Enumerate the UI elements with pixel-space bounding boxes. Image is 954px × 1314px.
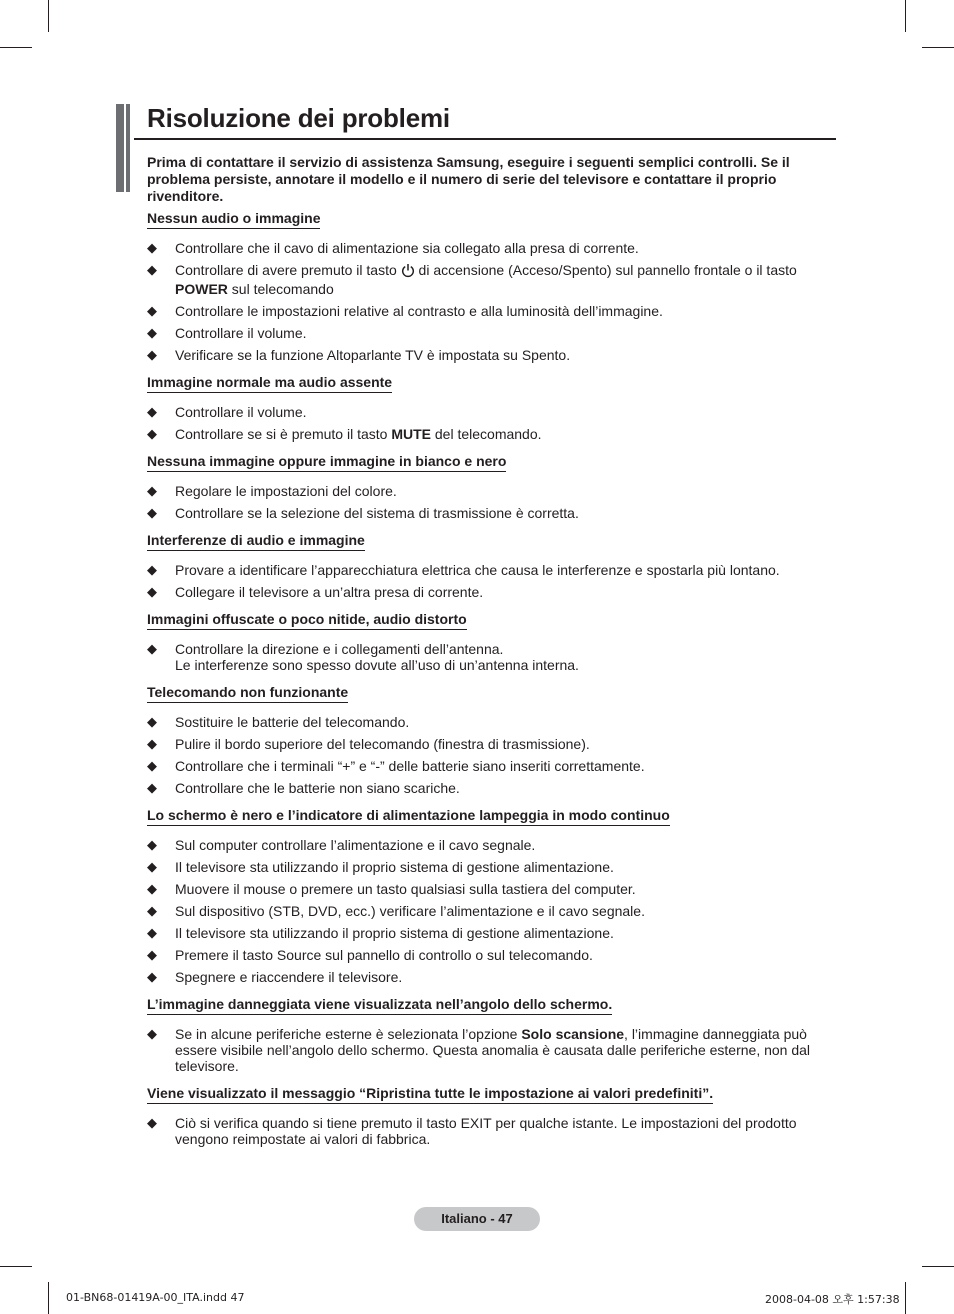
list-item: ◆ Spegnere e riaccendere il televisore. (147, 969, 403, 985)
list-item: ◆ Controllare che il cavo di alimentazione sia collegato alla presa di corrente. (147, 240, 639, 256)
section-heading: Nessuna immagine oppure immagine in bianco e nero (147, 453, 506, 472)
diamond-bullet-icon: ◆ (147, 758, 157, 773)
section-heading: L’immagine danneggiata viene visualizzata nell’angolo dello schermo. (147, 996, 612, 1015)
crop-mark (905, 1282, 906, 1314)
list-item: ◆ Se in alcune periferiche esterne è selezionata l’opzione Solo scansione, l’immagine danneggiata può essere visibile nell’angolo dello schermo. Questa anomalia è causata dalle periferiche esterne, non dal televisore. (147, 1026, 811, 1074)
crop-mark (922, 47, 954, 48)
list-item: ◆ Provare a identificare l’apparecchiatura elettrica che causa le interferenze e spostarla più lontano. (147, 562, 780, 578)
power-icon (401, 263, 415, 281)
bold-term: POWER (175, 281, 228, 297)
troubleshooting-sections (147, 205, 837, 1147)
list-item: ◆ Controllare se si è premuto il tasto MUTE del telecomando. (147, 426, 542, 442)
list-item: ◆ Controllare il volume. (147, 404, 307, 420)
section-list (147, 641, 837, 673)
title-rule (134, 138, 836, 140)
page-title: Risoluzione dei problemi (147, 103, 450, 133)
diamond-bullet-icon: ◆ (147, 426, 157, 441)
crop-mark (905, 0, 906, 32)
diamond-bullet-icon: ◆ (147, 303, 157, 318)
diamond-bullet-icon: ◆ (147, 483, 157, 498)
diamond-bullet-icon: ◆ (147, 780, 157, 795)
bold-term: Solo scansione (521, 1026, 625, 1042)
list-item: ◆ Il televisore sta utilizzando il proprio sistema di gestione alimentazione. (147, 859, 614, 875)
section-heading: Immagine normale ma audio assente (147, 374, 392, 393)
diamond-bullet-icon: ◆ (147, 837, 157, 852)
footer-file-info: 01-BN68-01419A-00_ITA.indd 47 (66, 1291, 245, 1304)
page-number-badge: Italiano - 47 (414, 1207, 540, 1231)
list-item: ◆ Controllare il volume. (147, 325, 307, 341)
diamond-bullet-icon: ◆ (147, 925, 157, 940)
section-list (147, 240, 837, 363)
diamond-bullet-icon: ◆ (147, 969, 157, 984)
section-list (147, 837, 837, 985)
list-item: ◆ Sostituire le batterie del telecomando. (147, 714, 410, 730)
footer-timestamp: 2008-04-08 오후 1:57:38 (765, 1293, 900, 1306)
list-item: ◆ Controllare che i terminali “+” e “-” delle batterie siano inseriti correttamente. (147, 758, 645, 774)
list-item: ◆ Il televisore sta utilizzando il proprio sistema di gestione alimentazione. (147, 925, 614, 941)
section-list (147, 1115, 837, 1147)
list-item: ◆ Ciò si verifica quando si tiene premuto il tasto EXIT per qualche istante. Le impostazioni del prodotto vengono reimpostate ai valori di fabbrica. (147, 1115, 797, 1147)
section-heading: Immagini offuscate o poco nitide, audio distorto (147, 611, 467, 630)
section-list (147, 404, 837, 442)
section-heading: Nessun audio o immagine (147, 210, 320, 229)
diamond-bullet-icon: ◆ (147, 325, 157, 340)
section-heading: Viene visualizzato il messaggio “Ripristina tutte le impostazione ai valori predefiniti”. (147, 1085, 713, 1104)
diamond-bullet-icon: ◆ (147, 584, 157, 599)
diamond-bullet-icon: ◆ (147, 240, 157, 255)
section-list (147, 1026, 837, 1074)
list-item: ◆ Sul computer controllare l’alimentazione e il cavo segnale. (147, 837, 536, 853)
diamond-bullet-icon: ◆ (147, 903, 157, 918)
diamond-bullet-icon: ◆ (147, 1115, 157, 1130)
section-list (147, 562, 837, 600)
section-heading: Lo schermo è nero e l’indicatore di alimentazione lampeggia in modo continuo (147, 807, 670, 826)
section-list (147, 483, 837, 521)
crop-mark (48, 0, 49, 32)
list-item: ◆ Sul dispositivo (STB, DVD, ecc.) verificare l’alimentazione e il cavo segnale. (147, 903, 645, 919)
list-item: ◆ Collegare il televisore a un’altra presa di corrente. (147, 584, 484, 600)
list-item: ◆ Verificare se la funzione Altoparlante TV è impostata su Spento. (147, 347, 571, 363)
list-item: ◆ Controllare le impostazioni relative al contrasto e alla luminosità dell’immagine. (147, 303, 663, 319)
diamond-bullet-icon: ◆ (147, 347, 157, 362)
diamond-bullet-icon: ◆ (147, 947, 157, 962)
section-heading: Interferenze di audio e immagine (147, 532, 365, 551)
list-item: ◆ Controllare la direzione e i collegamenti dell’antenna. Le interferenze sono spesso dovute all’uso di un’antenna interna. (147, 641, 579, 673)
diamond-bullet-icon: ◆ (147, 641, 157, 656)
diamond-bullet-icon: ◆ (147, 1026, 157, 1041)
list-item: ◆ Controllare di avere premuto il tasto di accensione (Acceso/Spento) sul pannello frontale o il tasto POWER sul telecomando (147, 262, 797, 297)
crop-mark (48, 1282, 49, 1314)
diamond-bullet-icon: ◆ (147, 881, 157, 896)
section-heading: Telecomando non funzionante (147, 684, 348, 703)
intro-paragraph: Prima di contattare il servizio di assistenza Samsung, eseguire i seguenti semplici controlli. Se il problema persiste, annotare il modello e il numero di serie del televisore e contattare il proprio rivenditore. (147, 154, 790, 204)
diamond-bullet-icon: ◆ (147, 404, 157, 419)
crop-mark (0, 47, 32, 48)
list-item: ◆ Muovere il mouse o premere un tasto qualsiasi sulla tastiera del computer. (147, 881, 636, 897)
list-item: ◆ Pulire il bordo superiore del telecomando (finestra di trasmissione). (147, 736, 590, 752)
diamond-bullet-icon: ◆ (147, 262, 157, 277)
crop-mark (922, 1266, 954, 1267)
diamond-bullet-icon: ◆ (147, 562, 157, 577)
section-list (147, 714, 837, 796)
list-item: ◆ Regolare le impostazioni del colore. (147, 483, 397, 499)
diamond-bullet-icon: ◆ (147, 505, 157, 520)
diamond-bullet-icon: ◆ (147, 859, 157, 874)
bold-term: MUTE (391, 426, 431, 442)
list-item: ◆ Premere il tasto Source sul pannello di controllo o sul telecomando. (147, 947, 593, 963)
diamond-bullet-icon: ◆ (147, 736, 157, 751)
crop-mark (0, 1266, 32, 1267)
list-item: ◆ Controllare che le batterie non siano scariche. (147, 780, 460, 796)
diamond-bullet-icon: ◆ (147, 714, 157, 729)
list-item: ◆ Controllare se la selezione del sistema di trasmissione è corretta. (147, 505, 579, 521)
main-content (147, 154, 837, 1153)
